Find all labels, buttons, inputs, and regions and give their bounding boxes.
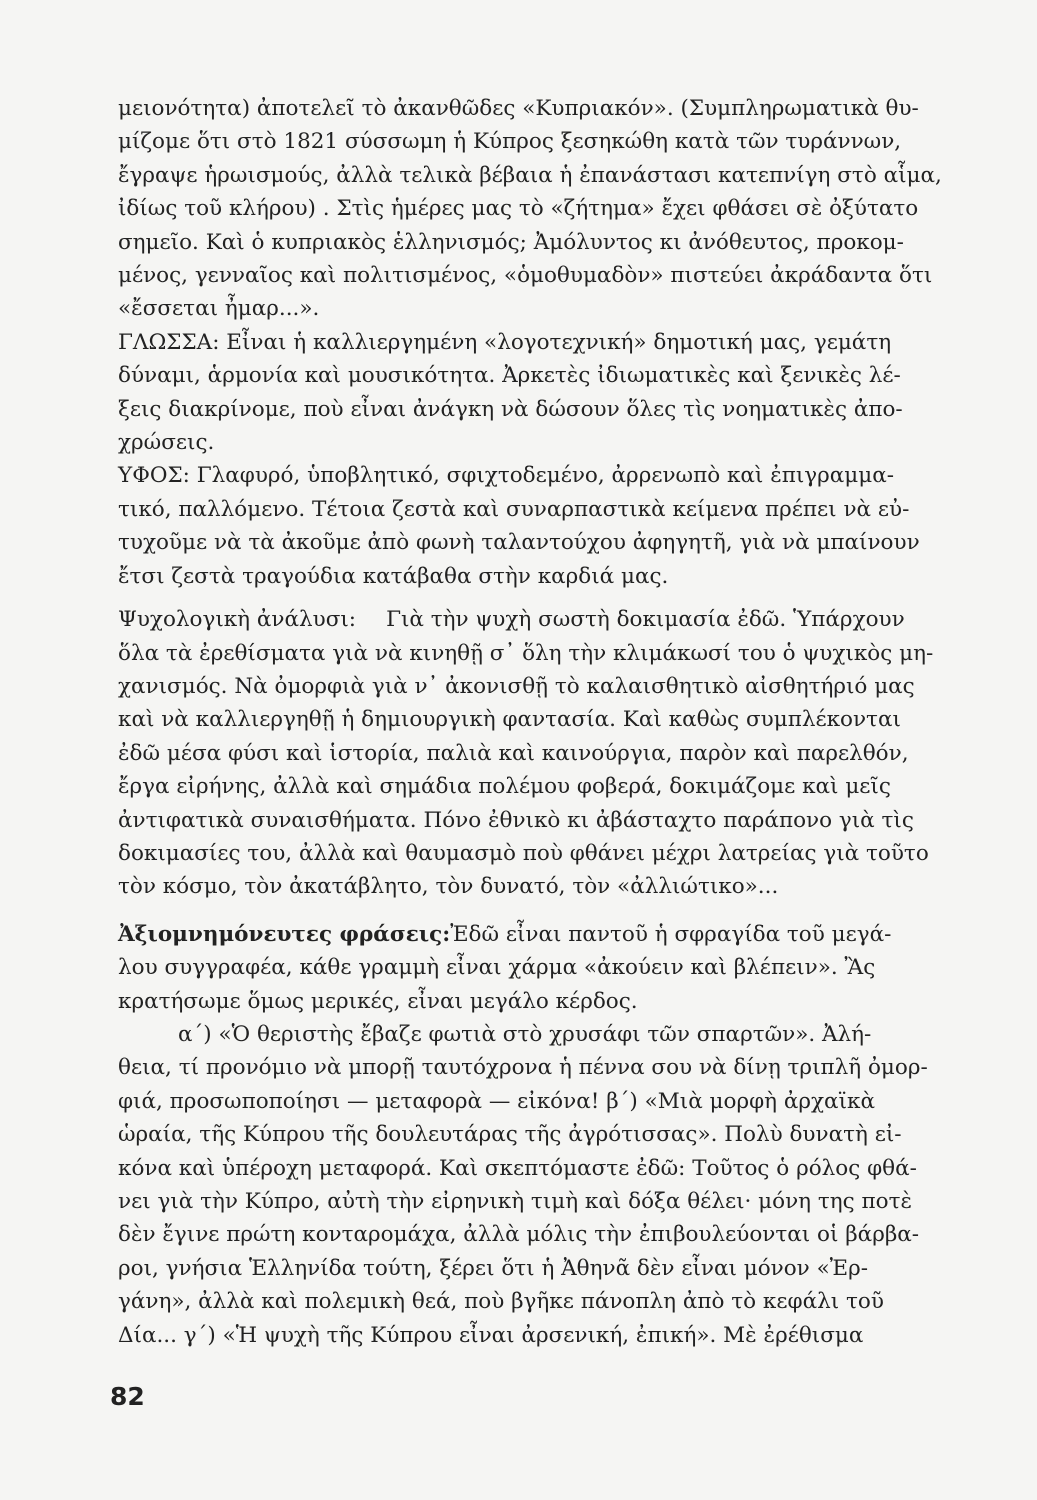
- text-line: τικό, παλλόμενο. Τέτοια ζεστὰ καὶ συναρπαστικὰ κείμενα πρέπει νὰ εὐ-: [118, 496, 910, 522]
- text-line: χρώσεις.: [118, 430, 215, 456]
- text-line: ἔτσι ζεστὰ τραγούδια κατάβαθα στὴν καρδιά μας.: [118, 563, 669, 589]
- text-line: νει γιὰ τὴν Κύπρο, αὐτὴ τὴν εἰρηνικὴ τιμὴ καὶ δόξα θέλει· μόνη της ποτὲ: [118, 1189, 913, 1214]
- text-line: Γλαφυρό, ὑποβλητικό, σφιχτοδεμένο, ἀρρενωπὸ καὶ ἐπιγραμμα-: [196, 463, 895, 489]
- text-line: κρατήσωμε ὅμως μερικές, εἶναι μεγάλο κέρδος.: [118, 988, 638, 1014]
- text-line: σημεῖο. Καὶ ὁ κυπριακὸς ἑλληνισμός; Ἀμόλυντος κι ἀνόθευτος, προκομ-: [118, 229, 904, 255]
- text-line: κόνα καὶ ὑπέροχη μεταφορά. Καὶ σκεπτόμαστε ἐδῶ: Τοῦτος ὁ ρόλος φθά-: [118, 1155, 917, 1181]
- section-label-yfos: ΥΦΟΣ:: [118, 463, 190, 489]
- text-line: τυχοῦμε νὰ τὰ ἀκοῦμε ἀπὸ φωνὴ ταλαντούχου ἀφηγητῆ, γιὰ νὰ μπαίνουν: [118, 530, 920, 556]
- text-line: χανισμός. Νὰ ὀμορφιὰ γιὰ ν᾽ ἀκονισθῇ τὸ καλαισθητικὸ αἰσθητήριό μας: [118, 673, 915, 699]
- text-line: φιά, προσωποποίησι — μεταφορὰ — εἰκόνα! β΄) «Μιὰ μορφὴ ἀρχαϊκὰ: [118, 1088, 875, 1114]
- text-line: ξεις διακρίνομε, ποὺ εἶναι ἀνάγκη νὰ δώσουν ὅλες τὶς νοηματικὲς ἀπο-: [118, 396, 903, 422]
- text-line: ἀντιφατικὰ συναισθήματα. Πόνο ἐθνικὸ κι ἀβάσταχτο παράπονο γιὰ τὶς: [118, 807, 914, 833]
- text-line: ἔγραψε ἡρωισμούς, ἀλλὰ τελικὰ βέβαια ἡ ἐπανάστασι κατεπνίγη στὸ αἷμα,: [118, 162, 942, 188]
- paragraph-gap: [118, 904, 926, 918]
- text-line: ὅλα τὰ ἐρεθίσματα γιὰ νὰ κινηθῇ σ᾽ ὅλη τὴν κλιμάκωσί του ὁ ψυχικὸς μη-: [118, 640, 934, 666]
- text-line: «ἔσσεται ἦμαρ...».: [118, 296, 320, 322]
- text-line: μειονότητα) ἀποτελεῖ τὸ ἀκανθῶδες «Κυπριακόν». (Συμπληρωματικὰ θυ-: [118, 96, 919, 121]
- text-line: δύναμι, ἁρμονία καὶ μουσικότητα. Ἀρκετὲς ἰδιωματικὲς καὶ ξενικὲς λέ-: [118, 363, 901, 389]
- text-line: λου συγγραφέα, κάθε γραμμὴ εἶναι χάρμα «ἀκούειν καὶ βλέπειν». Ἂς: [118, 955, 876, 981]
- section-label-psychology: Ψυχολογικὴ ἀνάλυσι:: [118, 607, 357, 633]
- text-line: Γιὰ τὴν ψυχὴ σωστὴ δοκιμασία ἐδῶ. Ὑπάρχουν: [386, 607, 905, 633]
- text-line: τὸν κόσμο, τὸν ἀκατάβλητο, τὸν δυνατό, τὸν «ἀλλιώτικο»...: [118, 874, 779, 900]
- text-line: Εἶναι ἡ καλλιεργημένη «λογοτεχνική» δημοτική μας, γεμάτη: [226, 329, 892, 355]
- text-line: ροι, γνήσια Ἑλληνίδα τούτη, ξέρει ὅτι ἡ Ἀθηνᾶ δὲν εἶναι μόνον «Ἐρ-: [118, 1255, 868, 1281]
- text-line: μίζομε ὅτι στὸ 1821 σύσσωμη ἡ Κύπρος ξεσηκώθη κατὰ τῶν τυράννων,: [118, 129, 902, 155]
- text-line: ἐδῶ μέσα φύσι καὶ ἱστορία, παλιὰ καὶ καινούργια, παρὸν καὶ παρελθόν,: [118, 740, 909, 766]
- text-line: Ἐδῶ εἶναι παντοῦ ἡ σφραγίδα τοῦ μεγά-: [450, 921, 892, 947]
- text-line: ὡραία, τῆς Κύπρου τῆς δουλευτάρας τῆς ἀγρότισσας». Πολὺ δυνατὴ εἰ-: [118, 1122, 902, 1148]
- text-line: γάνη», ἀλλὰ καὶ πολεμικὴ θεά, ποὺ βγῆκε πάνοπλη ἀπὸ τὸ κεφάλι τοῦ: [118, 1289, 884, 1315]
- text-line: δοκιμασίες του, ἀλλὰ καὶ θαυμασμὸ ποὺ φθάνει μέχρι λατρείας γιὰ τοῦτο: [118, 840, 929, 866]
- text-line: δὲν ἔγινε πρώτη κονταρομάχα, ἀλλὰ μόλις τὴν ἐπιβουλεύονται οἱ βάρβα-: [118, 1222, 920, 1248]
- section-label-phrases: Ἀξιομνημόνευτες φράσεις:: [118, 921, 451, 947]
- paragraph-gap: [118, 593, 926, 603]
- section-phrases: [118, 918, 926, 951]
- page-text: [118, 92, 942, 1352]
- section-glossa: [118, 326, 926, 359]
- section-label-glossa: ΓΛΩΣΣΑ:: [118, 329, 220, 355]
- text-line: μένος, γενναῖος καὶ πολιτισμένος, «ὁμοθυμαδὸν» πιστεύει ἀκράδαντα ὅτι: [118, 263, 933, 289]
- page-number: 82: [110, 1382, 145, 1411]
- section-psychology: [118, 603, 926, 636]
- text-line: καὶ νὰ καλλιεργηθῇ ἡ δημιουργικὴ φαντασία. Καὶ καθὼς συμπλέκονται: [118, 707, 901, 733]
- text-line: θεια, τί προνόμιο νὰ μπορῇ ταυτόχρονα ἡ πέννα σου νὰ δίνῃ τριπλῆ ὀμορ-: [118, 1055, 928, 1081]
- text-line: α΄) «Ὁ θεριστὴς ἔβαζε φωτιὰ στὸ χρυσάφι τῶν σπαρτῶν». Ἀλή-: [178, 1021, 872, 1047]
- text-line: Δία... γ΄) «Ἡ ψυχὴ τῆς Κύπρου εἶναι ἀρσενική, ἐπική». Μὲ ἐρέθισμα: [118, 1322, 864, 1348]
- section-yfos: [118, 459, 926, 492]
- text-line: ἰδίως τοῦ κλήρου) . Στὶς ἡμέρες μας τὸ «ζήτημα» ἔχει φθάσει σὲ ὀξύτατο: [118, 196, 919, 222]
- text-line: ἔργα εἰρήνης, ἀλλὰ καὶ σημάδια πολέμου φοβερά, δοκιμάζομε καὶ μεῖς: [118, 774, 891, 800]
